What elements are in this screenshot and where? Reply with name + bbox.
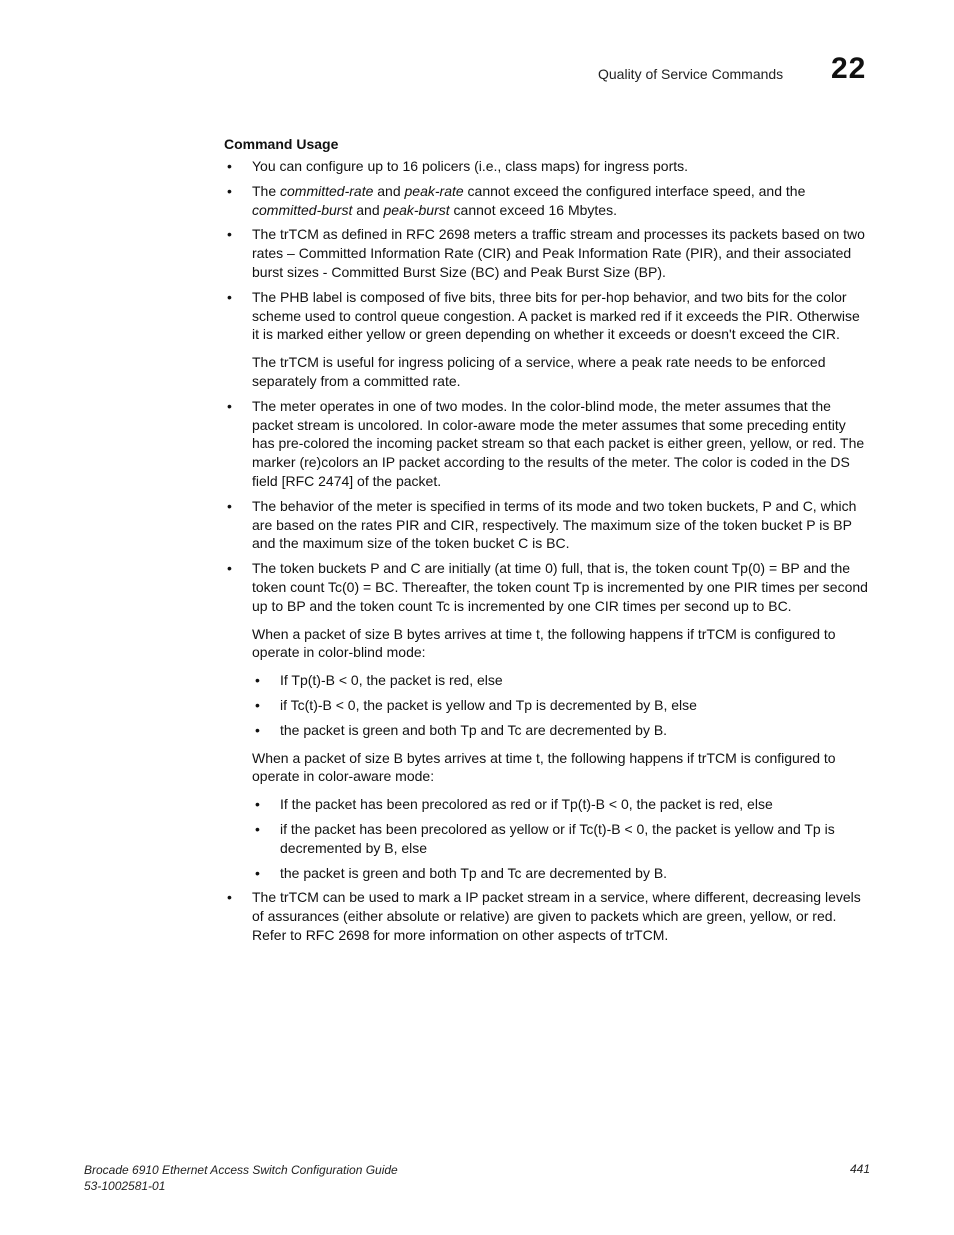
bullet-continuation: The trTCM is useful for ingress policing of a service, where a peak rate needs to be enforced separately from a committed rate. bbox=[252, 354, 826, 389]
sub-list-item bbox=[252, 696, 870, 715]
list-item bbox=[224, 497, 870, 553]
section-heading: Command Usage bbox=[224, 136, 339, 152]
bullet-text: The PHB label is composed of five bits, three bits for per-hop behavior, and two bits for the color scheme used to control queue congestion. A packet is marked red if it exceeds the PIR. Otherwise it is marked either yellow or green depending on whether it exceeds or doesn't exceed the CIR. bbox=[252, 288, 860, 343]
bullet-text bbox=[252, 182, 870, 220]
color-blind-intro: When a packet of size B bytes arrives at time t, the following happens if trTCM is configured to operate in color-blind mode: bbox=[252, 625, 836, 661]
bullet-icon: • bbox=[255, 864, 260, 881]
bullet-icon: • bbox=[227, 889, 232, 906]
list-item bbox=[224, 157, 870, 176]
bullet-icon: • bbox=[227, 158, 232, 174]
list-item bbox=[224, 288, 870, 391]
bullet-icon: • bbox=[227, 497, 232, 514]
bullet-icon: • bbox=[227, 226, 232, 243]
sub-list-item bbox=[252, 864, 870, 883]
text-run: The bbox=[252, 182, 281, 199]
bullet-icon: • bbox=[227, 397, 232, 414]
bullet-icon: • bbox=[227, 560, 232, 577]
text-run: and bbox=[352, 201, 384, 218]
bullet-text: The behavior of the meter is specified in terms of its mode and two token buckets, P and C, which are based on the rates PIR and CIR, respectively. The maximum size of the token bucket P is BP and the maximum size of the token bucket C is BC. bbox=[252, 497, 857, 552]
chapter-number: 22 bbox=[831, 52, 867, 85]
bullet-icon: • bbox=[227, 182, 232, 199]
sub-item-text: If Tp(t)-B < 0, the packet is red, else bbox=[280, 672, 503, 689]
sub-list-item bbox=[252, 721, 870, 740]
sub-item-text: if the packet has been precolored as yellow or if Tc(t)-B < 0, the packet is yellow and Tp is decremented by B, else bbox=[280, 820, 835, 856]
bullet-text: The token buckets P and C are initially (at time 0) full, that is, the token count Tp(0) = BP and the token count Tc(0) = BC. Thereafter, the token count Tp is incremented by one PIR times per second up to BP and the token count Tc is incremented by one CIR times per second up to BC. bbox=[252, 560, 868, 614]
sub-list-item bbox=[252, 671, 870, 690]
bullet-text: The trTCM as defined in RFC 2698 meters a traffic stream and processes its packets based on two rates – Committed Information Rate (CIR) and Peak Information Rate (PIR), and their associated burst sizes - Committed Burst Size (BC) and Peak Burst Size (BP). bbox=[252, 226, 865, 280]
running-header-title: Quality of Service Commands bbox=[598, 66, 784, 82]
parameter-committed-rate: committed-rate bbox=[280, 182, 374, 199]
footer-doc-info bbox=[84, 1162, 398, 1194]
command-usage-list bbox=[224, 157, 870, 945]
bullet-text: You can configure up to 16 policers (i.e., class maps) for ingress ports. bbox=[252, 158, 689, 174]
color-aware-rules bbox=[252, 795, 870, 882]
sub-item-text: If the packet has been precolored as red or if Tp(t)-B < 0, the packet is red, else bbox=[280, 796, 773, 813]
sub-list-item bbox=[252, 820, 870, 858]
footer-doc-number: 53-1002581-01 bbox=[84, 1179, 166, 1193]
text-run: cannot exceed the configured interface speed, and the bbox=[463, 182, 806, 199]
sub-item-text: the packet is green and both Tp and Tc are decremented by B. bbox=[280, 721, 668, 738]
text-run: and bbox=[373, 182, 405, 199]
parameter-peak-burst: peak-burst bbox=[383, 201, 450, 218]
page-content bbox=[224, 136, 870, 951]
bullet-icon: • bbox=[255, 672, 260, 689]
sub-item-text: if Tc(t)-B < 0, the packet is yellow and Tp is decremented by B, else bbox=[280, 696, 697, 713]
bullet-icon: • bbox=[255, 721, 260, 738]
sub-list-item bbox=[252, 795, 870, 814]
footer-page-number: 441 bbox=[850, 1162, 871, 1176]
text-run: cannot exceed 16 Mbytes. bbox=[449, 201, 617, 218]
list-item bbox=[224, 182, 870, 220]
bullet-icon: • bbox=[255, 696, 260, 713]
list-item bbox=[224, 888, 870, 944]
color-aware-intro: When a packet of size B bytes arrives at time t, the following happens if trTCM is configured to operate in color-aware mode: bbox=[252, 749, 836, 785]
color-blind-rules bbox=[252, 671, 870, 739]
list-item bbox=[224, 559, 870, 882]
footer-doc-title: Brocade 6910 Ethernet Access Switch Configuration Guide bbox=[84, 1163, 398, 1177]
bullet-icon: • bbox=[255, 820, 260, 837]
parameter-committed-burst: committed-burst bbox=[252, 201, 353, 218]
bullet-text: The meter operates in one of two modes. In the color-blind mode, the meter assumes that the packet stream is uncolored. In color-aware mode the meter assumes that some preceding entity has pre-colored the incoming packet stream so that each packet is either green, yellow, or red. The marker (re)colors an IP packet according to the results of the meter. The color is coded in the DS field [RFC 2474] of the packet. bbox=[252, 397, 865, 489]
parameter-peak-rate: peak-rate bbox=[404, 182, 464, 199]
list-item bbox=[224, 397, 870, 491]
list-item bbox=[224, 225, 870, 281]
sub-item-text: the packet is green and both Tp and Tc are decremented by B. bbox=[280, 864, 668, 881]
bullet-text: The trTCM can be used to mark a IP packet stream in a service, where different, decreasing levels of assurances (either absolute or relative) are given to packets which are green, yellow, or red. Refer to RFC 2698 for more information on other aspects of trTCM. bbox=[252, 889, 861, 943]
bullet-icon: • bbox=[255, 796, 260, 813]
bullet-icon: • bbox=[227, 288, 232, 305]
